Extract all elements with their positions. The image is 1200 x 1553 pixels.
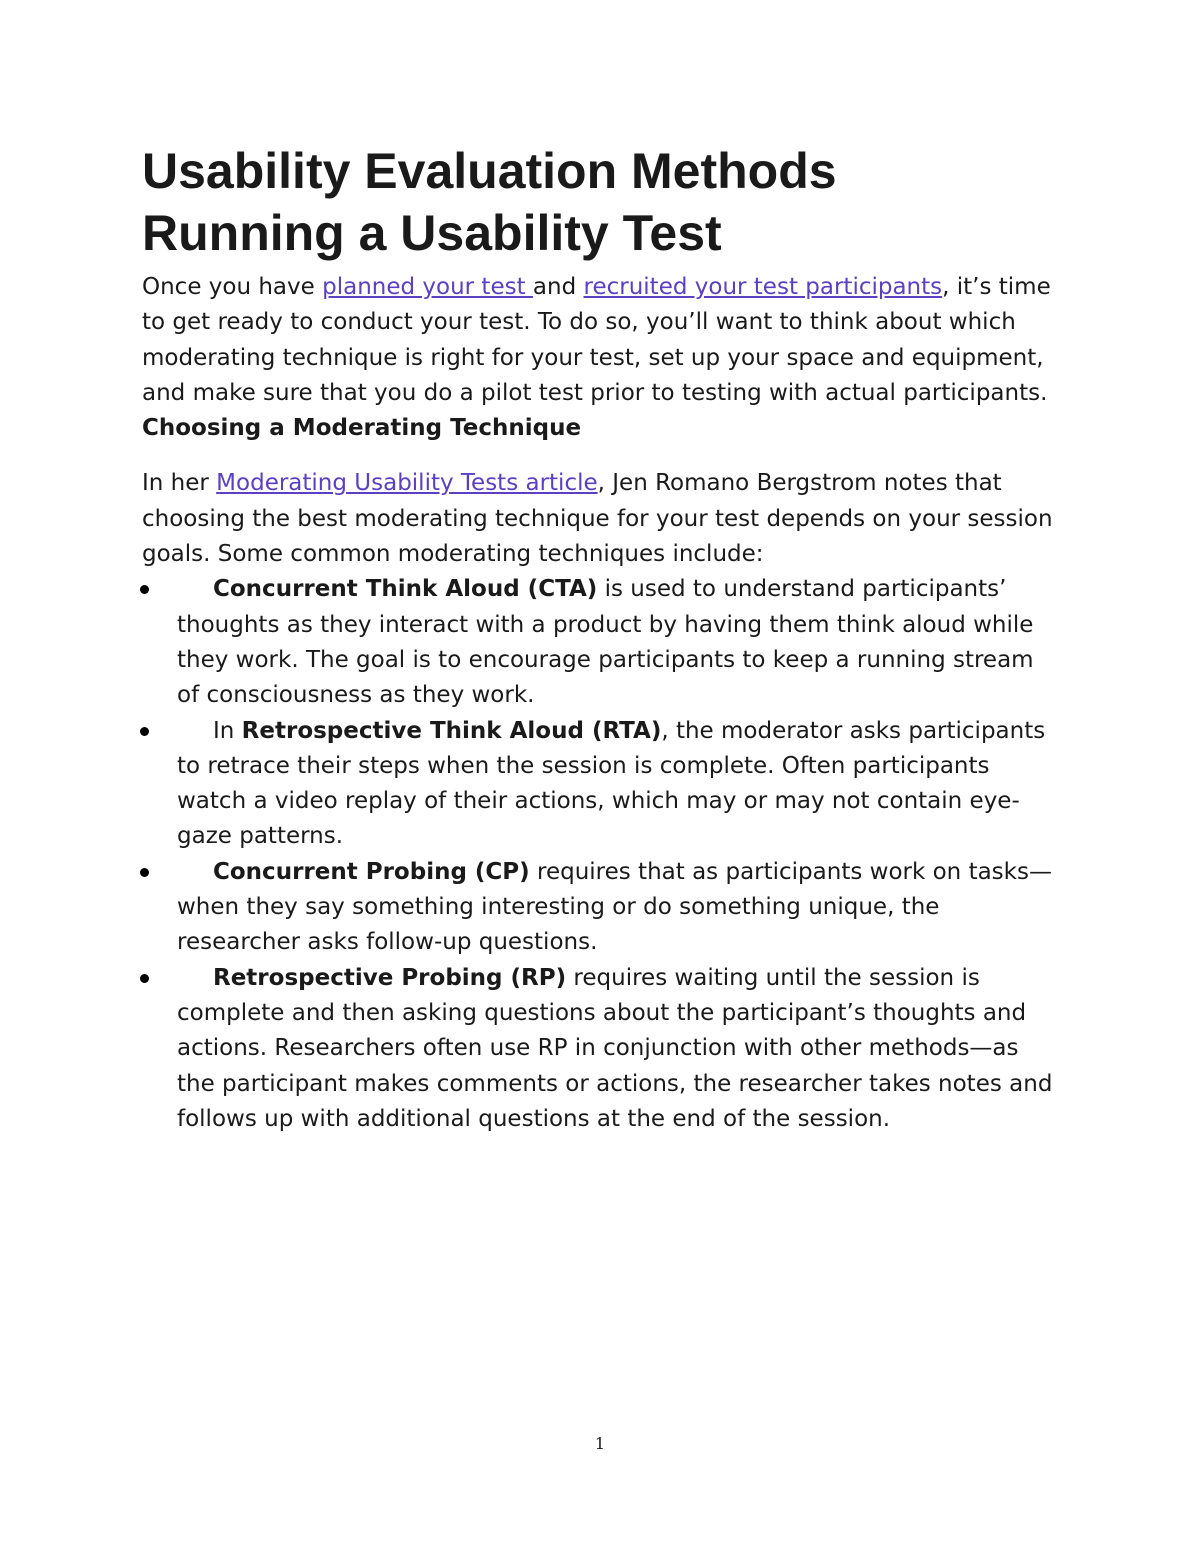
item-term: Retrospective Probing (RP)	[213, 964, 567, 991]
intro-text-1: Once you have	[142, 274, 323, 300]
list-item	[142, 714, 1062, 855]
page-number: 1	[594, 1434, 606, 1453]
list-item	[142, 855, 1062, 961]
title-line-2: Running a Usability Test	[142, 205, 722, 261]
intro-paragraph	[142, 270, 1062, 411]
moderating-paragraph	[142, 466, 1062, 572]
moderating-article-link[interactable]: Moderating Usability Tests article	[216, 470, 598, 497]
list-item	[142, 572, 1062, 713]
bullet-icon	[140, 868, 149, 877]
item-description: requires waiting until the session is complete and then asking questions about the participant’s thoughts and actions. Researchers often use RP in conjunction with other methods—as the participant makes comments or actions, the researcher takes notes and follows up with additional questions at the end of the session.	[177, 964, 1053, 1132]
techniques-list	[142, 572, 1062, 1137]
intro-text-2: and	[532, 274, 584, 300]
item-description: requires that as participants work on tasks—when they say something interesting or do something unique, the researcher asks follow-up questions.	[177, 858, 1052, 956]
planned-your-test-link[interactable]: planned your test	[322, 274, 533, 300]
section-heading: Choosing a Moderating Technique	[142, 415, 582, 442]
bullet-icon	[140, 585, 149, 594]
item-pre: In	[213, 717, 242, 744]
item-term: Concurrent Probing (CP)	[213, 858, 530, 885]
item-term: Concurrent Think Aloud (CTA)	[213, 576, 598, 603]
bullet-icon	[140, 727, 149, 736]
document-title	[142, 140, 1062, 264]
recruited-participants-link[interactable]: recruited your test participants	[583, 274, 943, 300]
list-item	[142, 961, 1062, 1137]
item-term: Retrospective Think Aloud (RTA)	[241, 717, 662, 744]
item-description: , the moderator asks participants to retrace their steps when the session is complete. Often participants watch a video replay of their actions, which may or may not contain eye-gaze patterns.	[177, 717, 1046, 850]
title-line-1: Usability Evaluation Methods	[142, 143, 837, 199]
intro-text-3: , it’s time to get ready to conduct your test. To do so, you’ll want to think about which moderating technique is right for your test, set up your space and equipment, and make sure that you do a pilot test prior to testing with actual participants.	[142, 274, 1051, 406]
document-content	[142, 140, 1062, 1137]
para2-text-2: , Jen Romano Bergstrom notes that choosing the best moderating technique for your test depends on your session goals. Some common moderating techniques include:	[142, 470, 1053, 568]
bullet-icon	[140, 974, 149, 983]
item-description: is used to understand participants’ thoughts as they interact with a product by having them think aloud while they work. The goal is to encourage participants to keep a running stream of consciousness as they work.	[177, 576, 1034, 709]
para2-text-1: In her	[142, 470, 217, 497]
